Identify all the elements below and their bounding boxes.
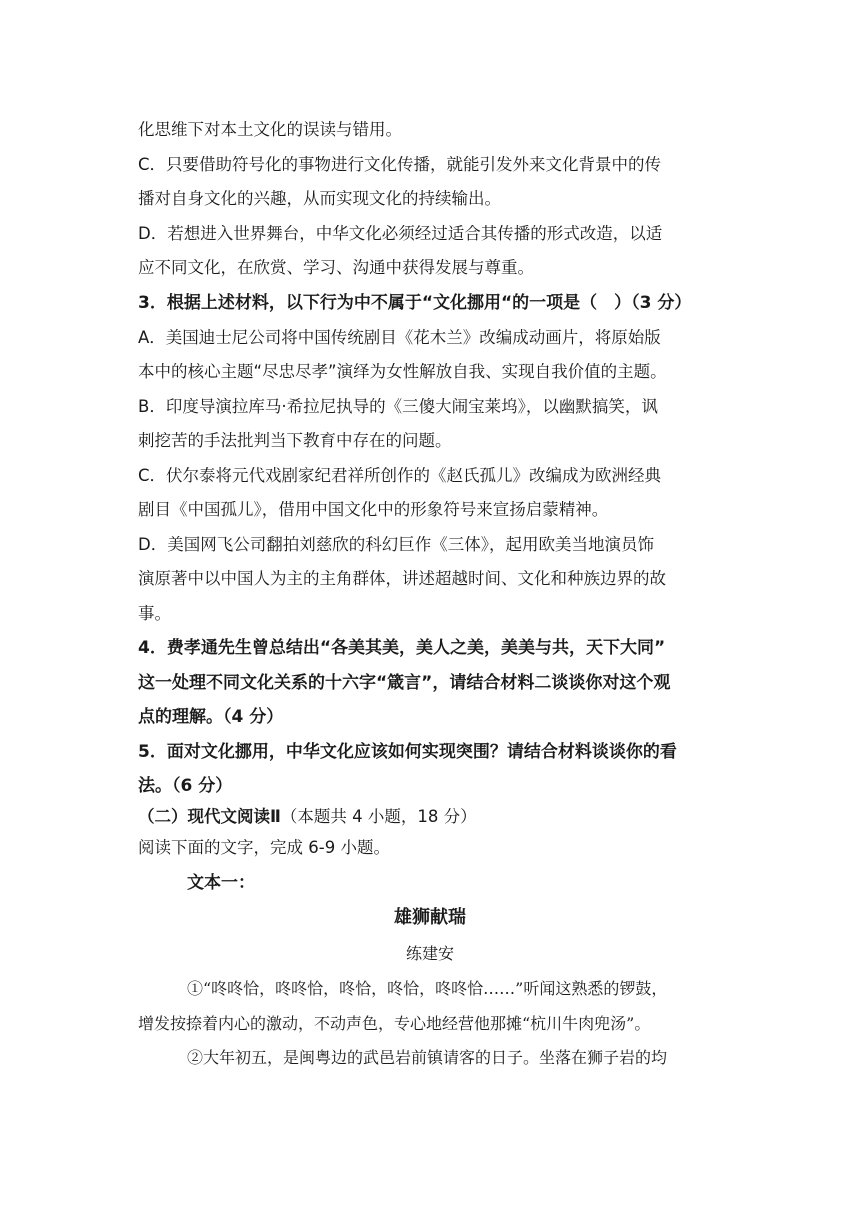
- q3-option-c-line-1: C．伏尔泰将元代戏剧家纪君祥所创作的《赵氏孤儿》改编成为欧洲经典: [138, 466, 662, 485]
- section-instruction: 阅读下面的文字，完成 6-9 小题。: [138, 838, 390, 857]
- option-d-line-1: D．若想进入世界舞台，中华文化必须经过适合其传播的形式改造，以适: [138, 224, 663, 243]
- section-heading-note: （本题共 4 小题，18 分）: [280, 807, 477, 826]
- question-4-line-1: 4．费孝通先生曾总结出“各美其美，美人之美，美美与共，天下大同”: [138, 638, 666, 658]
- text-line: 化思维下对本土文化的误读与错用。: [138, 120, 402, 139]
- story-paragraph-2-line-1: ②大年初五，是闽粤边的武邑岩前镇请客的日子。坐落在狮子岩的均: [187, 1048, 668, 1067]
- text-label: 文本一：: [187, 873, 255, 893]
- question-3: 3．根据上述材料，以下行为中不属于“文化挪用“的一项是（ ）（3 分）: [138, 293, 692, 313]
- section-heading: [138, 800, 477, 834]
- q3-option-c-line-2: 剧目《中国孤儿》，借用中国文化中的形象符号来宣扬启蒙精神。: [138, 500, 609, 519]
- q3-option-a-line-2: 本中的核心主题“尽忠尽孝”演绎为女性解放自我、实现自我价值的主题。: [138, 362, 667, 381]
- option-c-line-2: 播对自身文化的兴趣，从而实现文化的持续输出。: [138, 189, 501, 208]
- story-author: 练建安: [405, 944, 454, 963]
- option-c-line-1: C．只要借助符号化的事物进行文化传播，就能引发外来文化背景中的传: [138, 155, 662, 174]
- q3-option-d-line-1: D．美国网飞公司翻拍刘慈欣的科幻巨作《三体》，起用欧美当地演员饰: [138, 535, 654, 554]
- question-5-line-1: 5．面对文化挪用，中华文化应该如何实现突围？请结合材料谈谈你的看: [138, 742, 677, 762]
- question-4-line-2: 这一处理不同文化关系的十六字“箴言”，请结合材料二谈谈你对这个观: [138, 673, 671, 693]
- story-paragraph-1-line-1: ①“咚咚恰，咚咚恰，咚恰，咚恰，咚咚恰……”听闻这熟悉的锣鼓，: [187, 979, 668, 998]
- option-d-line-2: 应不同文化，在欣赏、学习、沟通中获得发展与尊重。: [138, 258, 534, 277]
- question-4-line-3: 点的理解。（4 分）: [138, 707, 284, 727]
- q3-option-b-line-2: 刺挖苦的手法批判当下教育中存在的问题。: [138, 431, 452, 450]
- q3-option-a-line-1: A．美国迪士尼公司将中国传统剧目《花木兰》改编成动画片，将原始版: [138, 328, 661, 347]
- story-title: 雄狮献瑞: [394, 907, 466, 928]
- section-heading-title: （二）现代文阅读Ⅱ: [138, 807, 281, 826]
- story-paragraph-1-line-2: 增发按捺着内心的激动，不动声色，专心地经营他那摊“杭川牛肉兜汤”。: [138, 1014, 651, 1033]
- q3-option-d-line-2: 演原著中以中国人为主的主角群体，讲述超越时间、文化和种族边界的故: [138, 569, 666, 588]
- question-5-line-2: 法。（6 分）: [138, 776, 233, 796]
- q3-option-b-line-1: B．印度导演拉库马·希拉尼执导的《三傻大闹宝莱坞》，以幽默搞笑，讽: [138, 397, 658, 416]
- q3-option-d-line-3: 事。: [138, 604, 171, 623]
